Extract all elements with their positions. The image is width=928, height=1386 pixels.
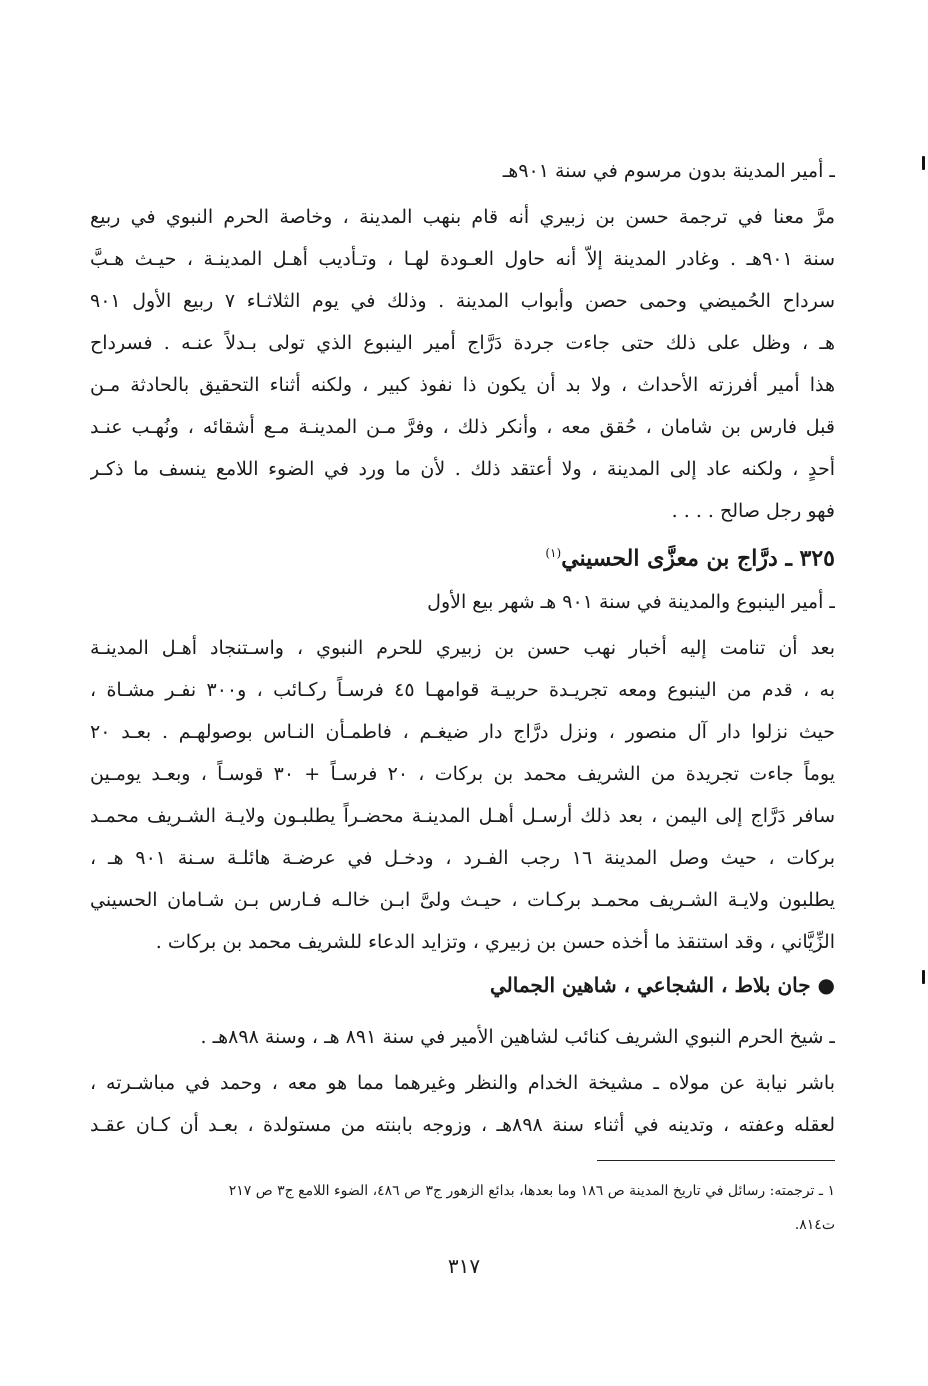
section3-line-1: باشر نيابة عن مولاه ـ مشيخة الخدام والنظر وغيرهما مما هو معه ، وحمد في مباشـرته ، xyxy=(90,1072,835,1094)
page-number: ٣١٧ xyxy=(447,1254,481,1278)
section2-line-8: الزِّيَّاني ، وقد استنقذ ما أخذه حسن بن زبيري ، وتزايد الدعاء للشريف محمد بن بركات . xyxy=(155,931,835,953)
section3-title: ● جان بلاط ، الشجاعي ، شاهين الجمالي xyxy=(490,973,835,997)
section1-line-4: هـ ، وظل على ذلك حتى جاءت جردة دَرَّاج أمير الينبوع الذي تولى بـدلاً عنـه . فسرداح xyxy=(90,332,835,354)
section1-line-7: أُحدٍ ، ولكنه عاد إلى المدينة ، ولا أعتقد ذلك . لأن ما ورد في الضوء اللامع ينسف ما ذكـر xyxy=(90,458,835,480)
footnote-line-2: ت٨١٤. xyxy=(794,1217,835,1233)
section1-line-2: سنة ٩٠١هـ . وغادر المدينة إلاّ أنه حاول العـودة لهـا ، وتـأديب أهـل المدينـة ، حيـث هـبَّ xyxy=(90,248,835,270)
section2-line-5: سافر دَرَّاج إلى اليمن ، بعد ذلك أرسـل أهـل المدينـة محضـراً يطلبـون ولايـة الشـريف محمـد xyxy=(90,805,835,827)
section1-subtitle: ـ أمير المدينة بدون مرسوم في سنة ٩٠١هـ xyxy=(502,160,835,182)
section2-subtitle: ـ أمير الينبوع والمدينة في سنة ٩٠١ هـ شهر بيع الأول xyxy=(427,591,835,613)
section1-line-8: فهو رجل صالح . . . . xyxy=(671,500,835,522)
footnote-marker: (١) xyxy=(545,546,562,560)
section2-line-4: يوماً جاءت تجريدة من الشريف محمد بن بركات ، ٢٠ فرسـاً + ٣٠ قوسـاً ، وبعـد يومـين xyxy=(90,763,835,785)
section2-line-2: به ، قدم من الينبوع ومعه تجريـدة حربيـة قوامهـا ٤٥ فرسـاً ركـائب ، و٣٠٠ نفـر مشـاة ، xyxy=(90,679,835,701)
section2-line-6: بركات ، حيث وصل المدينة ١٦ رجب الفـرد ، ودخـل في عرضـة هائلـة سـنة ٩٠١ هـ ، xyxy=(90,847,835,869)
section3-line-2: لعقله وعفته ، وتدينه في أثناء سنة ٨٩٨هـ ، وزوجه بابنته من مستولدة ، بعـد أن كـان عقـد xyxy=(90,1114,835,1136)
footnote-line-1: ١ ـ ترجمته: رسائل في تاريخ المدينة ص ١٨٦ وما بعدها، بدائع الزهور ج٣ ص ٤٨٦، الضوء اللامع ج٣ ص ٢١٧ xyxy=(228,1183,835,1199)
scan-edge-mark xyxy=(922,970,925,984)
section1-line-3: سرداح الحُميضي وحمى حصن وأبواب المدينة . وذلك في يوم الثلاثـاء ٧ ربيع الأول ٩٠١ xyxy=(90,290,835,312)
section2-title-text: ٣٢٥ ـ درَّاج بن معزَّى الحسيني xyxy=(561,545,835,572)
section2-line-1: بعد أن تنامت إليه أخبار نهب حسن بن زبيري للحرم النبوي ، واسـتنجاد أهـل المدينـة xyxy=(90,637,835,659)
footnote-divider xyxy=(597,1160,835,1161)
section2-line-3: حيث نزلوا دار آل منصور ، ونزل درَّاج دار ضيغـم ، فاطمـأن النـاس بوصولهـم . بعـد ٢٠ xyxy=(90,721,835,743)
section1-line-6: قبل فارس بن شامان ، حُقق معه ، وأنكر ذلك ، وفرَّ مـن المدينـة مـع أشقائه ، ونُهـب عنـد xyxy=(90,416,835,438)
section3-subtitle: ـ شيخ الحرم النبوي الشريف كنائب لشاهين الأمير في سنة ٨٩١ هـ ، وسنة ٨٩٨هـ . xyxy=(200,1026,835,1048)
section2-line-7: يطلبون ولايـة الشـريف محمـد بركـات ، حيـث ولىَّ ابـن خالـه فـارس بـن شـامان الحسيني xyxy=(90,889,835,911)
scan-edge-mark xyxy=(922,156,925,170)
section1-line-5: هذا أمير أفرزته الأحداث ، ولا بد أن يكون ذا نفوذ كبير ، ولكنه أثناء التحقيق بالحادثة مـن xyxy=(90,374,835,396)
section2-title xyxy=(90,537,835,574)
section1-line-1: مرَّ معنا في ترجمة حسن بن زبيري أنه قام بنهب المدينة ، وخاصة الحرم النبوي في ربيع xyxy=(90,206,835,228)
